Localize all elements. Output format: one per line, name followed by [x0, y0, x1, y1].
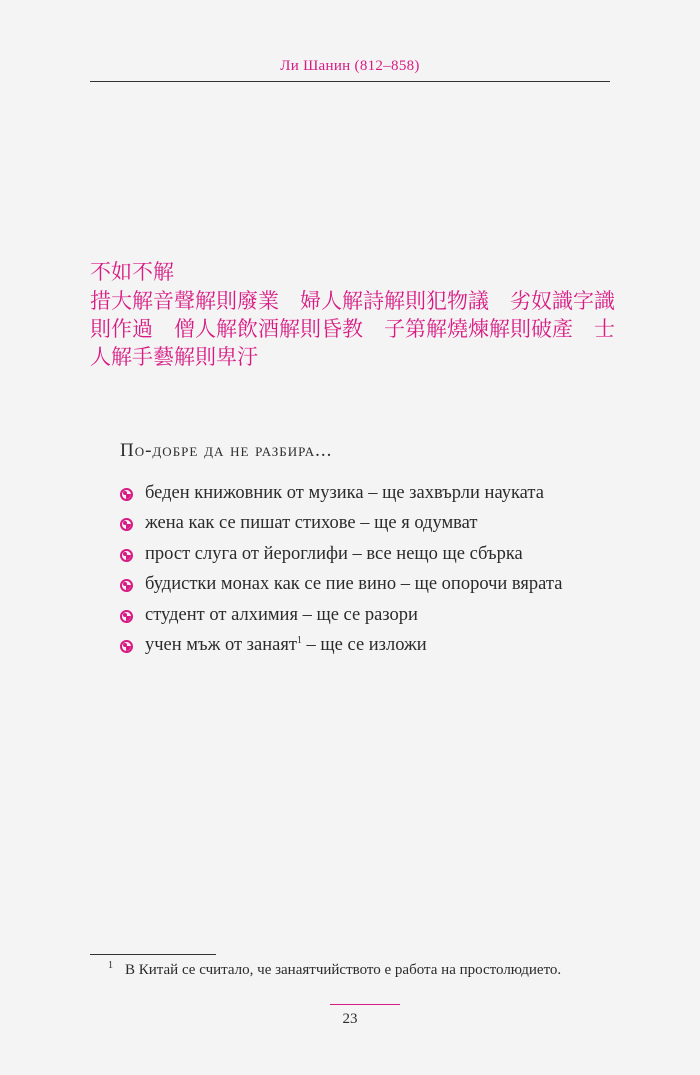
page-number: 23	[342, 1011, 358, 1027]
translation-list	[120, 478, 562, 661]
chinese-poem	[90, 257, 620, 371]
running-head: Ли Шанин (812–858)	[280, 58, 420, 74]
footnote-reference[interactable]: 1	[296, 635, 302, 647]
footnote-text: В Китай се считало, че занаятчийството е работа на простолюдието.	[125, 962, 562, 978]
list-item	[120, 600, 562, 631]
list-item	[120, 539, 562, 570]
footnote-rule	[90, 954, 216, 955]
list-item-text-before: учен мъж от занаят	[145, 635, 297, 656]
chinese-line: 措大解音聲解則廢業 婦人解詩解則犯物議 劣奴識字識	[90, 289, 615, 313]
list-item	[120, 509, 562, 540]
page-number-rule	[330, 1004, 400, 1005]
list-item-text: беден книжовник от музика – ще захвърли науката	[145, 482, 544, 503]
yin-yang-icon	[120, 549, 133, 562]
yin-yang-icon	[120, 579, 133, 592]
list-item	[120, 631, 562, 662]
footnote	[108, 960, 561, 979]
yin-yang-icon	[120, 488, 133, 501]
list-item-text: студент от алхимия – ще се разори	[145, 604, 418, 625]
chinese-line: 則作過 僧人解飲酒解則昏教 子第解燒煉解則破產 士	[90, 317, 615, 341]
header-rule	[90, 81, 610, 82]
list-item-text: жена как се пишат стихове – ще я одумват	[145, 513, 478, 534]
yin-yang-icon	[120, 518, 133, 531]
list-item	[120, 570, 562, 601]
yin-yang-icon	[120, 610, 133, 623]
yin-yang-icon	[120, 640, 133, 653]
translation-title: По-добре да не разбира...	[120, 440, 333, 461]
footnote-mark: 1	[108, 960, 113, 971]
chinese-line: 人解手藝解則卑汙	[90, 345, 258, 369]
list-item-text-after: – ще се изложи	[301, 635, 427, 656]
list-item	[120, 478, 562, 509]
list-item-text	[145, 635, 427, 656]
list-item-text: прост слуга от йероглифи – все нещо ще сбърка	[145, 543, 523, 564]
list-item-text: будистки монах как се пие вино – ще опорочи вярата	[145, 574, 563, 595]
chinese-title: 不如不解	[90, 260, 174, 284]
